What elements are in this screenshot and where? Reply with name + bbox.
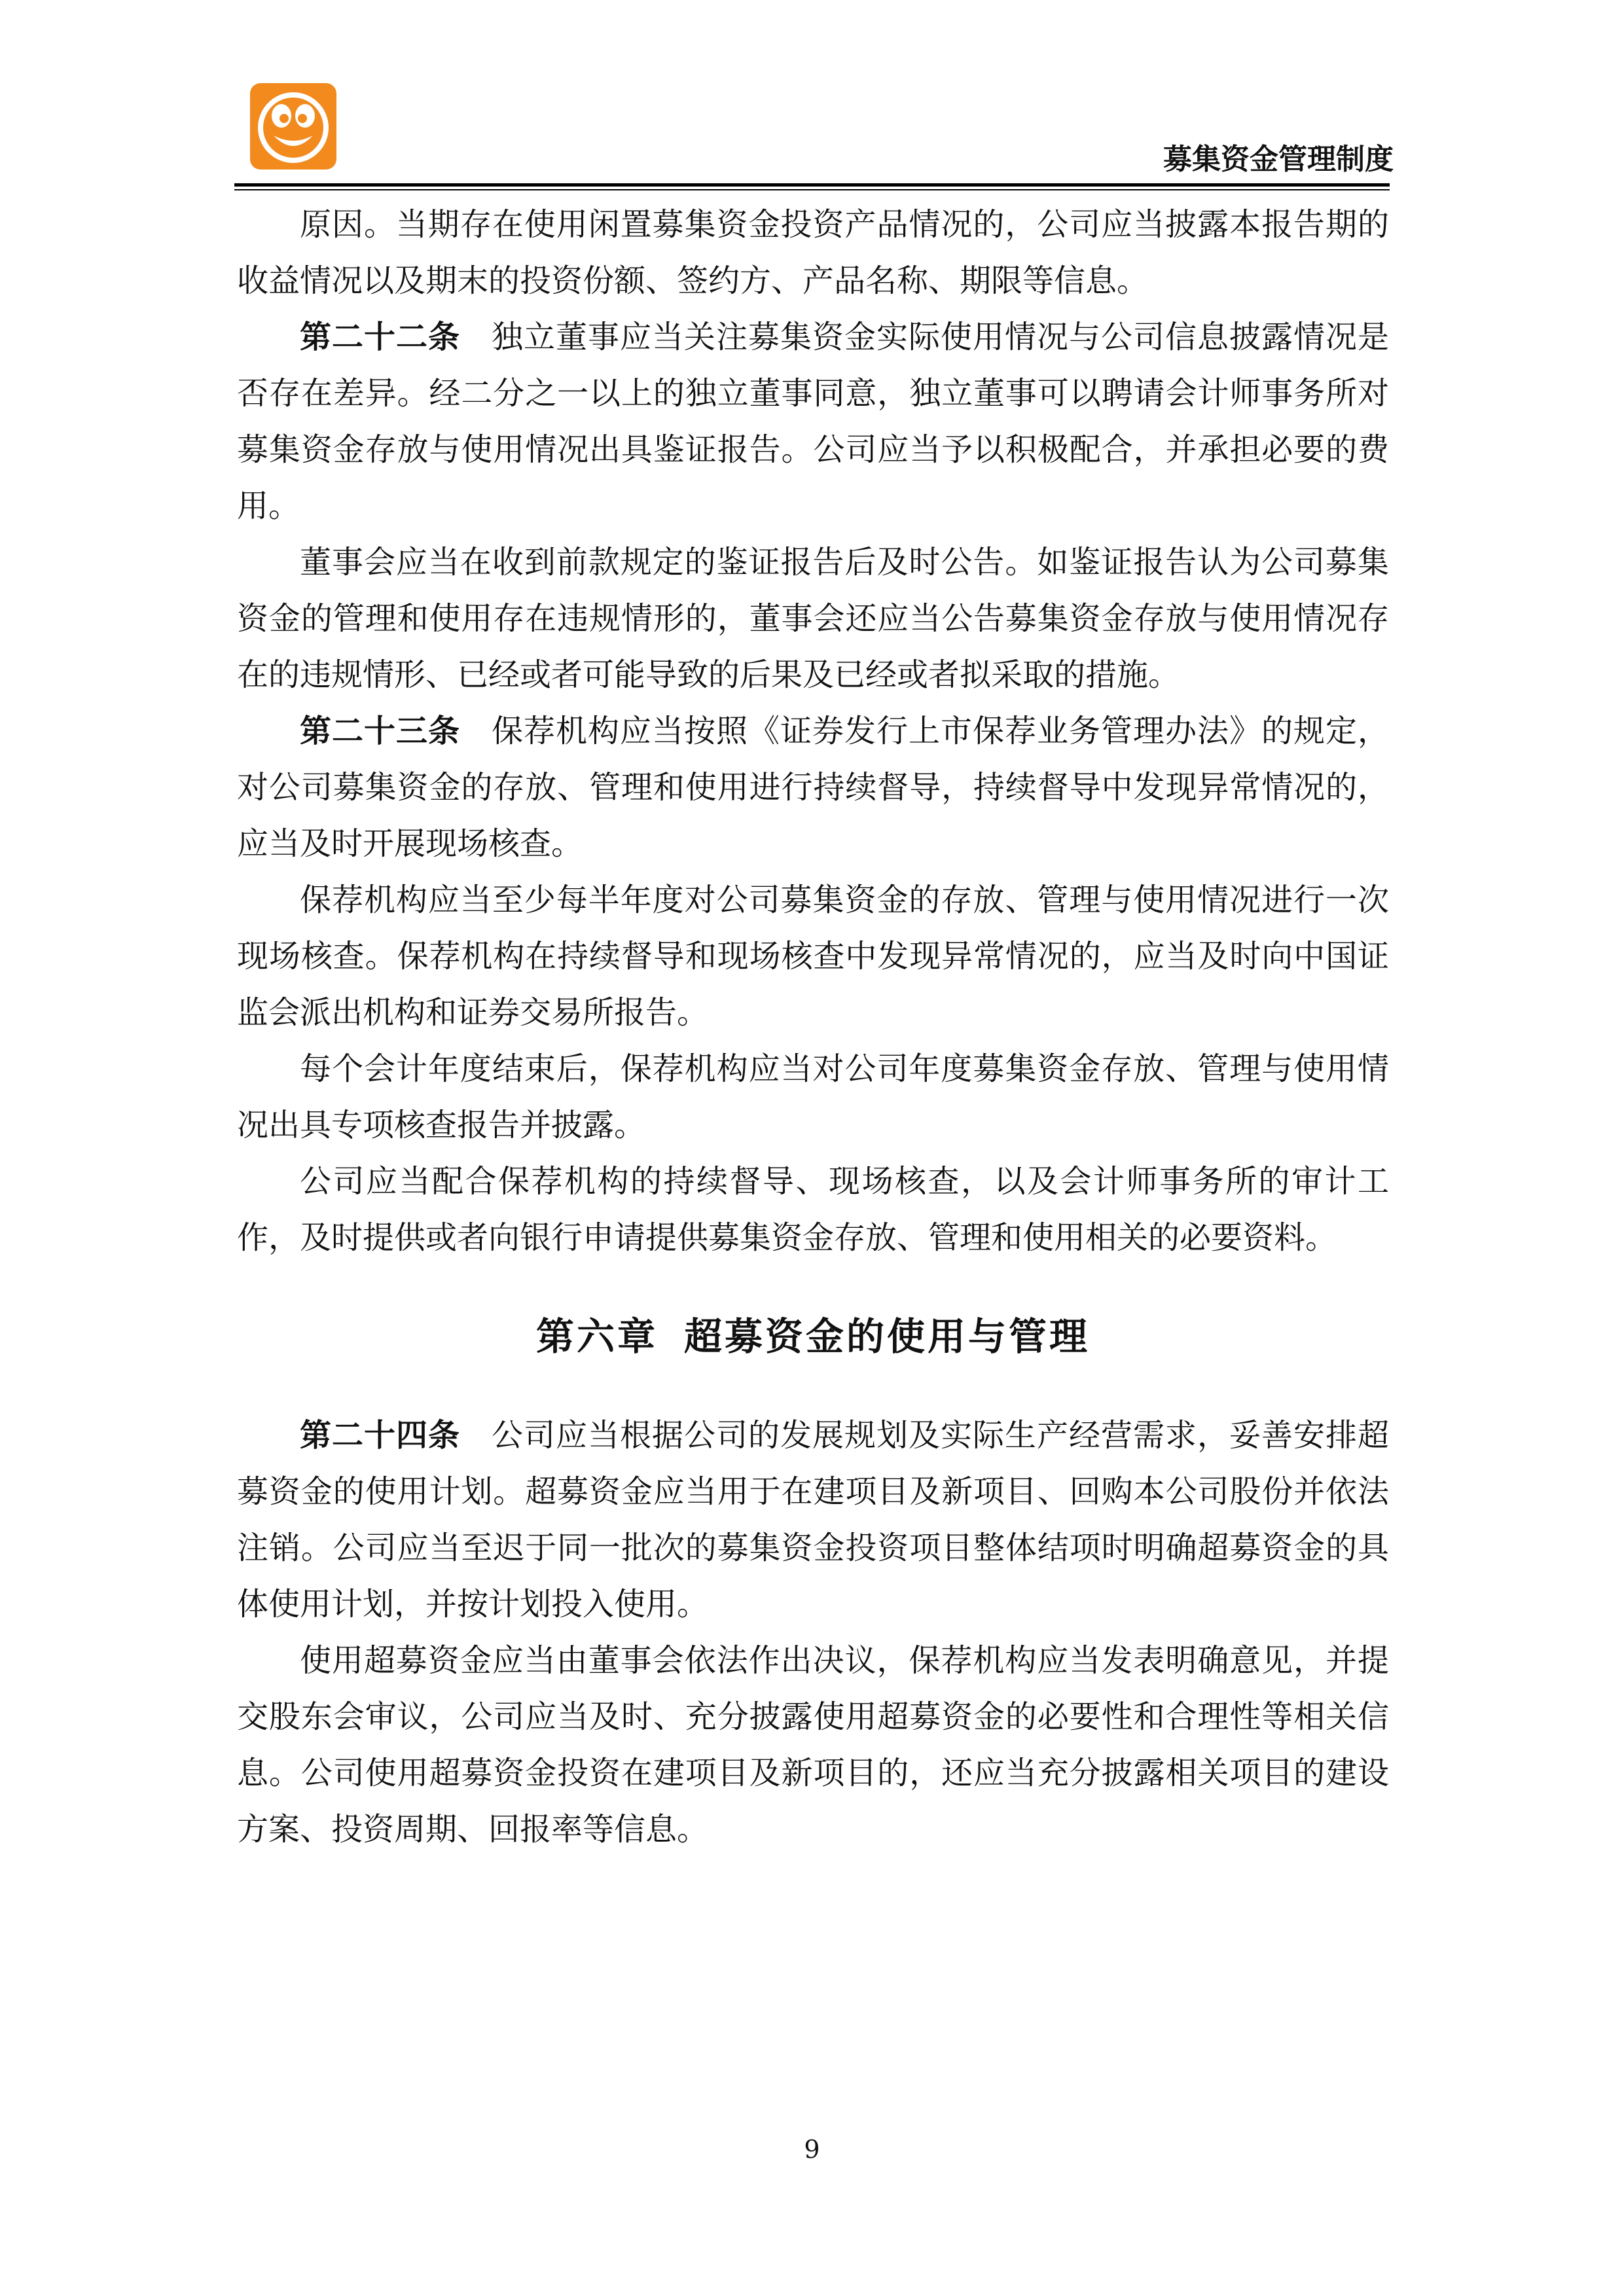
paragraph <box>237 1041 1389 1153</box>
paragraphs-before-chapter <box>237 196 1389 1266</box>
paragraph <box>237 196 1389 309</box>
chapter-heading <box>237 1304 1389 1369</box>
paragraph-text: 保荐机构应当至少每半年度对公司募集资金的存放、管理与使用情况进行一次现场核查。保荐机构在持续督导和现场核查中发现异常情况的，应当及时向中国证监会派出机构和证券交易所报告。 <box>237 882 1389 1031</box>
paragraph-text: 公司应当根据公司的发展规划及实际生产经营需求，妥善安排超募资金的使用计划。超募资金应当用于在建项目及新项目、回购本公司股份并依法注销。公司应当至迟于同一批次的募集资金投资项目整体结项时明确超募资金的具体使用计划，并按计划投入使用。 <box>237 1417 1389 1623</box>
page-number: 9 <box>804 2135 820 2164</box>
header-title: 募集资金管理制度 <box>1163 143 1394 176</box>
chapter-title: 超募资金的使用与管理 <box>684 1314 1091 1359</box>
paragraph-text: 公司应当配合保荐机构的持续督导、现场核查，以及会计师事务所的审计工作，及时提供或者向银行申请提供募集资金存放、管理和使用相关的必要资料。 <box>237 1163 1389 1256</box>
paragraph <box>237 309 1389 534</box>
article-number: 第二十二条 <box>300 319 460 355</box>
article-number: 第二十三条 <box>300 713 460 749</box>
paragraphs-after-chapter <box>237 1407 1389 1857</box>
chapter-number: 第六章 <box>535 1314 658 1359</box>
paragraph <box>237 703 1389 872</box>
paragraph <box>237 1153 1389 1266</box>
paragraph <box>237 1632 1389 1857</box>
paragraph <box>237 1407 1389 1632</box>
header-rule <box>234 183 1390 187</box>
company-logo <box>250 83 336 170</box>
paragraph-text: 使用超募资金应当由董事会依法作出决议，保荐机构应当发表明确意见，并提交股东会审议，公司应当及时、充分披露使用超募资金的必要性和合理性等相关信息。公司使用超募资金投资在建项目及新项目的，还应当充分披露相关项目的建设方案、投资周期、回报率等信息。 <box>237 1642 1389 1848</box>
document-body <box>237 196 1389 1857</box>
paragraph-text: 每个会计年度结束后，保荐机构应当对公司年度募集资金存放、管理与使用情况出具专项核查报告并披露。 <box>237 1050 1389 1143</box>
paragraph <box>237 872 1389 1041</box>
paragraph-text: 独立董事应当关注募集资金实际使用情况与公司信息披露情况是否存在差异。经二分之一以上的独立董事同意，独立董事可以聘请会计师事务所对募集资金存放与使用情况出具鉴证报告。公司应当予以积极配合，并承担必要的费用。 <box>237 319 1389 524</box>
smiley-face-logo-icon <box>250 83 336 170</box>
paragraph-text: 原因。当期存在使用闲置募集资金投资产品情况的，公司应当披露本报告期的收益情况以及期末的投资份额、签约方、产品名称、期限等信息。 <box>237 206 1389 299</box>
paragraph-text: 董事会应当在收到前款规定的鉴证报告后及时公告。如鉴证报告认为公司募集资金的管理和使用存在违规情形的，董事会还应当公告募集资金存放与使用情况存在的违规情形、已经或者可能导致的后果及已经或者拟采取的措施。 <box>237 544 1389 693</box>
paragraph <box>237 534 1389 703</box>
paragraph-text: 保荐机构应当按照《证券发行上市保荐业务管理办法》的规定，对公司募集资金的存放、管理和使用进行持续督导，持续督导中发现异常情况的，应当及时开展现场核查。 <box>237 713 1389 862</box>
header-rule-thin <box>234 189 1390 190</box>
article-number: 第二十四条 <box>300 1417 460 1454</box>
